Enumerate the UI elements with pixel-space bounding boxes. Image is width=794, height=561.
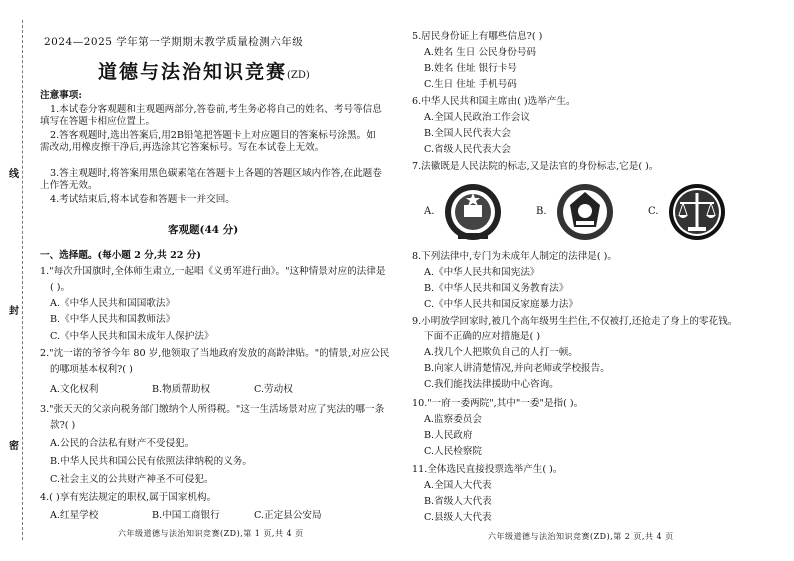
q8-option-a[interactable]: A.《中华人民共和国宪法》 (424, 267, 540, 278)
q9-option-c[interactable]: C.我们能找法律援助中心咨询。 (424, 379, 559, 390)
q10-option-c[interactable]: C.人民检察院 (424, 446, 483, 457)
binding-margin (6, 20, 32, 540)
q7-stem: 7.法徽既是人民法院的标志,又是法官的身份标志,它是( )。 (412, 161, 659, 172)
q1-blank: ( )。 (50, 282, 71, 293)
q3-stem-2: 款?( ) (50, 420, 76, 431)
q8-option-c[interactable]: C.《中华人民共和国反家庭暴力法》 (424, 299, 578, 310)
exam-header: 2024—2025 学年第一学期期末教学质量检测六年级 (44, 36, 304, 48)
q1-option-b[interactable]: B.《中华人民共和国教师法》 (50, 314, 176, 325)
q6-option-b[interactable]: B.全国人民代表大会 (424, 128, 511, 139)
binding-label-feng: 封 (9, 306, 19, 317)
q1-option-a[interactable]: A.《中华人民共和国国歌法》 (50, 298, 176, 309)
q9-option-a[interactable]: A.找几个人把欺负自己的人打一顿。 (424, 347, 578, 358)
q9-stem: 9.小明放学回家时,被几个高年级男生拦住,不仅被打,还抢走了身上的零花钱。 (412, 316, 738, 327)
q5-option-a[interactable]: A.姓名 生日 公民身份号码 (424, 47, 537, 58)
notice-item-2: 2.答客观题时,选出答案后,用2B铅笔把答题卡上对应题目的答案标号涂黑。如需改动,用橡皮擦干净后,再选涂其它答案标号。写在本试卷上无效。 (40, 130, 376, 154)
q8-option-b[interactable]: B.《中华人民共和国义务教育法》 (424, 283, 569, 294)
q10-option-a[interactable]: A.监察委员会 (424, 414, 482, 425)
section-title: 客观题(44 分) (168, 224, 239, 236)
page-footer-2: 六年级道德与法治知识竞赛(ZD),第 2 页,共 4 页 (488, 532, 674, 541)
title-text: 道德与法治知识竞赛 (98, 61, 288, 83)
q6-option-c[interactable]: C.省级人民代表大会 (424, 144, 511, 155)
q8-stem: 8.下列法律中,专门为未成年人制定的法律是( )。 (412, 251, 618, 262)
q5-stem: 5.居民身份证上有哪些信息?( ) (412, 31, 543, 42)
q2-option-a[interactable]: A.文化权利 (50, 384, 99, 395)
q6-stem: 6.中华人民共和国主席由( )选举产生。 (412, 96, 576, 107)
part-title: 一、选择题。(每小题 2 分,共 22 分) (40, 250, 201, 261)
court-emblem-icon (662, 181, 732, 243)
q11-option-b[interactable]: B.省级人大代表 (424, 496, 492, 507)
q5-option-b[interactable]: B.姓名 住址 银行卡号 (424, 63, 517, 74)
q4-stem: 4.( )享有宪法规定的职权,属于国家机构。 (40, 492, 217, 503)
title-suffix: (ZD) (287, 70, 310, 81)
q7-option-a-label: A. (424, 206, 435, 217)
notice-item-4: 4.考试结束后,将本试卷和答题卡一并交回。 (50, 194, 235, 205)
page-footer: 六年级道德与法治知识竞赛(ZD),第 1 页,共 4 页 (118, 529, 304, 538)
q11-option-a[interactable]: A.全国人大代表 (424, 480, 492, 491)
q4-option-b[interactable]: B.中国工商银行 (152, 510, 220, 521)
q1-stem: 1."每次升国旗时,全体师生肃立,一起唱《义勇军进行曲》。"这种情景对应的法律是 (40, 266, 386, 277)
q2-option-c[interactable]: C.劳动权 (254, 384, 293, 395)
binding-label-mi: 密 (9, 441, 19, 452)
binding-line (22, 20, 23, 540)
binding-label-xian: 线 (9, 169, 19, 180)
notice-item-3: 3.答主观题时,将答案用黑色碳素笔在答题卡上各题的答题区域内作答,在此题卷上作答无效。 (40, 168, 382, 192)
q9-stem-2: 下面不正确的应对措施是( ) (424, 331, 541, 342)
procuratorate-emblem-icon (550, 181, 620, 243)
q10-stem: 10."一府一委两院",其中"一委"是指( )。 (412, 398, 584, 409)
police-emblem-icon (438, 181, 508, 243)
q10-option-b[interactable]: B.人民政府 (424, 430, 473, 441)
q6-option-a[interactable]: A.全国人民政治工作会议 (424, 112, 530, 123)
q7-emblem-options (422, 181, 762, 243)
q3-option-b[interactable]: B.中华人民共和国公民有依照法律纳税的义务。 (50, 456, 252, 467)
q11-stem: 11.全体选民直接投票选举产生( )。 (412, 464, 563, 475)
q5-option-c[interactable]: C.生日 住址 手机号码 (424, 79, 517, 90)
page-title (98, 60, 310, 85)
q3-option-c[interactable]: C.社会主义的公共财产神圣不可侵犯。 (50, 474, 214, 485)
q3-stem: 3."张天天的父亲向税务部门缴纳个人所得税。"这一生活场景对应了宪法的哪一条 (40, 404, 385, 415)
q2-stem: 2."沈一诺的爷爷今年 80 岁,他领取了当地政府发放的高龄津贴。"的情景,对应公民 (40, 348, 390, 359)
q4-option-a[interactable]: A.红星学校 (50, 510, 99, 521)
q4-option-c[interactable]: C.正定县公安局 (254, 510, 322, 521)
q7-option-c-label: C. (648, 206, 659, 217)
q3-option-a[interactable]: A.公民的合法私有财产不受侵犯。 (50, 438, 195, 449)
q1-option-c[interactable]: C.《中华人民共和国未成年人保护法》 (50, 331, 214, 342)
q11-option-c[interactable]: C.县级人大代表 (424, 512, 492, 523)
q2-stem-2: 的哪项基本权利?( ) (50, 364, 133, 375)
q7-option-b-label: B. (536, 206, 547, 217)
q9-option-b[interactable]: B.向家人讲清楚情况,并向老师或学校报告。 (424, 363, 610, 374)
q2-option-b[interactable]: B.物质帮助权 (152, 384, 211, 395)
notice-item-1: 1.本试卷分客观题和主观题两部分,答卷前,考生务必将自己的姓名、考号等信息填写在答题卡相应位置上。 (40, 104, 382, 128)
notice-title: 注意事项: (40, 90, 82, 101)
